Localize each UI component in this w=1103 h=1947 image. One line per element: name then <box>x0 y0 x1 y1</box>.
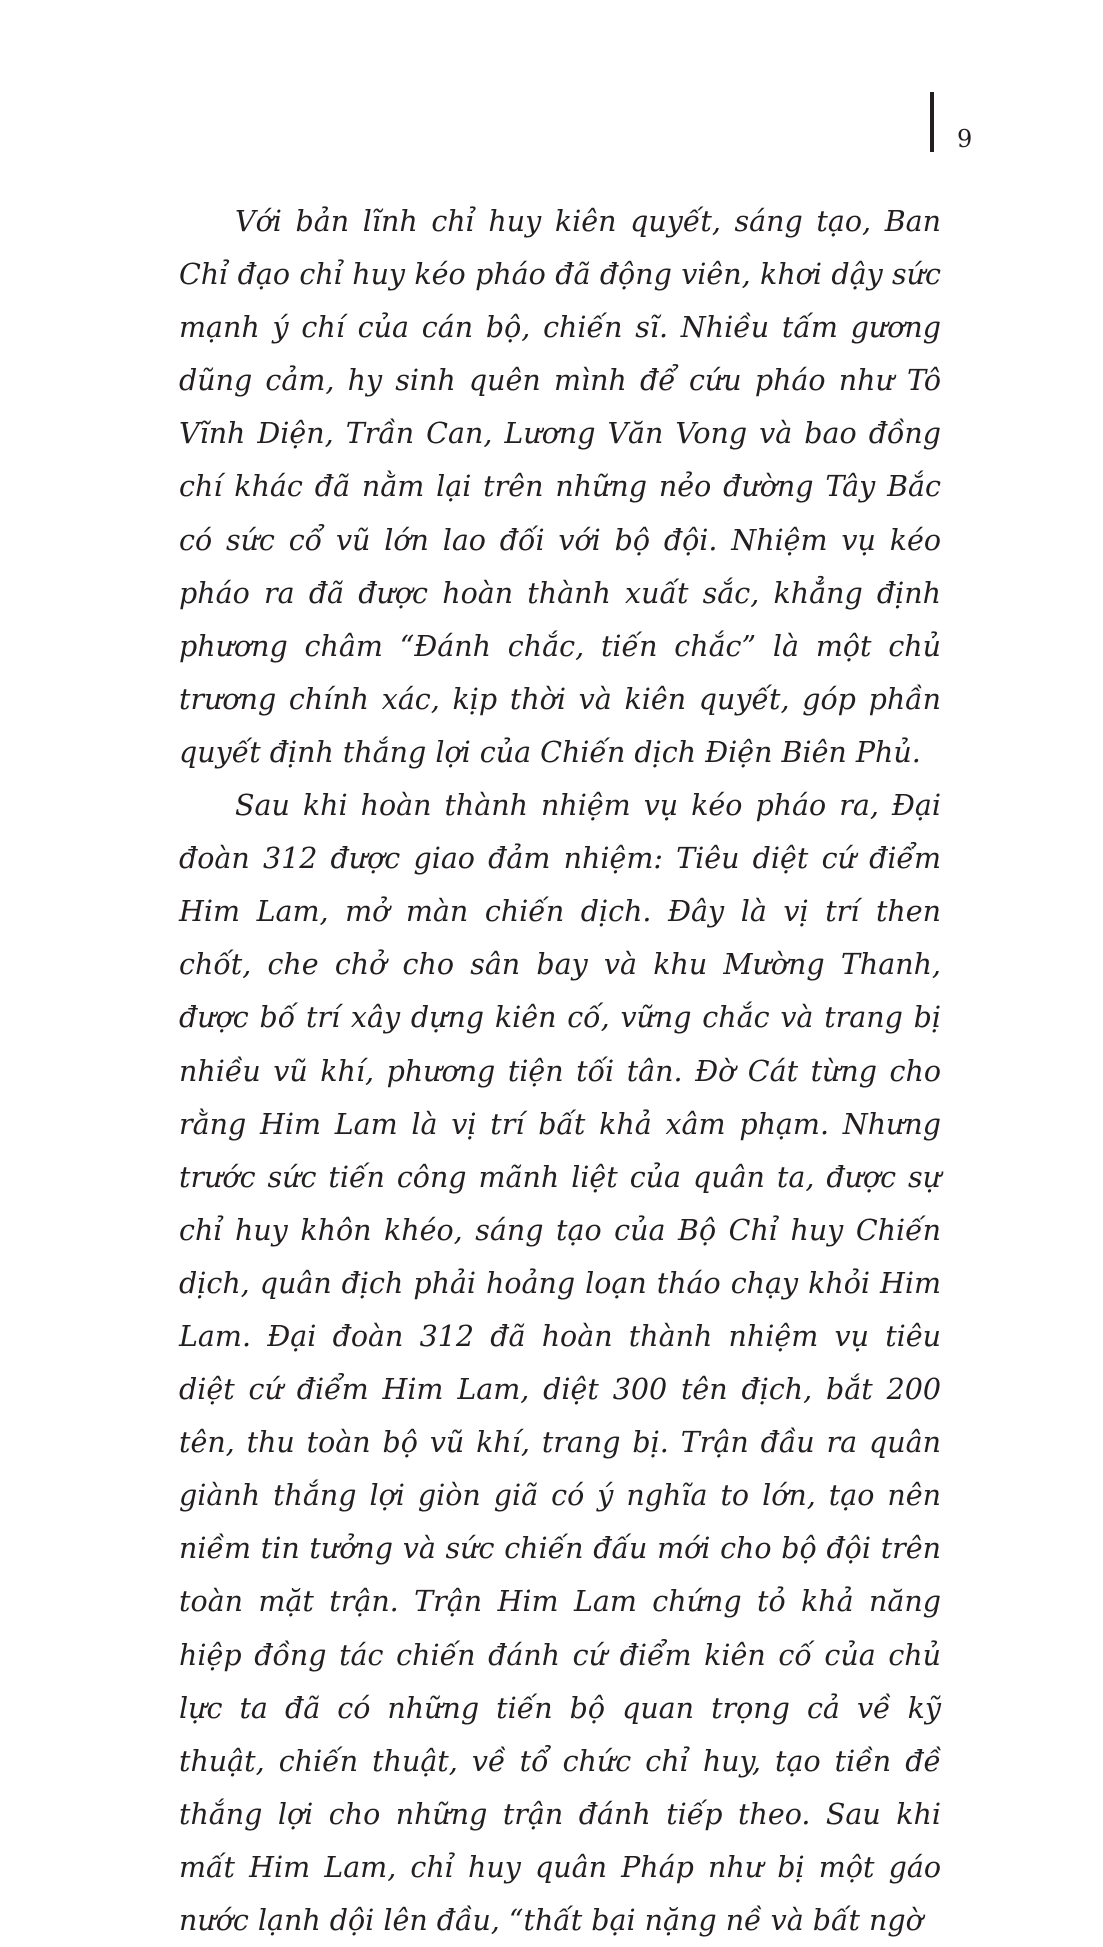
paragraph: Sau khi hoàn thành nhiệm vụ kéo pháo ra, Đại đoàn 312 được giao đảm nhiệm: Tiêu diệt cứ điểm Him Lam, mở màn chiến dịch. Đây là vị trí then chốt, che chở cho sân bay và khu Mường Thanh, được bố trí xây dựng kiên cố, vững chắc và trang bị nhiều vũ khí, phương tiện tối tân. Đờ Cát từng cho rằng Him Lam là vị trí bất khả xâm phạm. Nhưng trước sức tiến công mãnh liệt của quân ta, được sự chỉ huy khôn khéo, sáng tạo của Bộ Chỉ huy Chiến dịch, quân địch phải hoảng loạn tháo chạy khỏi Him Lam. Đại đoàn 312 đã hoàn thành nhiệm vụ tiêu diệt cứ điểm Him Lam, diệt 300 tên địch, bắt 200 tên, thu toàn bộ vũ khí, trang bị. Trận đầu ra quân giành thắng lợi giòn giã có ý nghĩa to lớn, tạo nên niềm tin tưởng và sức chiến đấu mới cho bộ đội trên toàn mặt trận. Trận Him Lam chứng tỏ khả năng hiệp đồng tác chiến đánh cứ điểm kiên cố của chủ lực ta đã có những tiến bộ quan trọng cả về kỹ thuật, chiến thuật, về tổ chức chỉ huy, tạo tiền đề thắng lợi cho những trận đánh tiếp theo. Sau khi mất Him Lam, chỉ huy quân Pháp như bị một gáo nước lạnh dội lên đầu, “thất bại nặng nề và bất ngờ <box>179 789 941 1937</box>
body-text <box>179 195 941 1947</box>
paragraph: Với bản lĩnh chỉ huy kiên quyết, sáng tạo, Ban Chỉ đạo chỉ huy kéo pháo đã động viên, khơi dậy sức mạnh ý chí của cán bộ, chiến sĩ. Nhiều tấm gương dũng cảm, hy sinh quên mình để cứu pháo như Tô Vĩnh Diện, Trần Can, Lương Văn Vong và bao đồng chí khác đã nằm lại trên những nẻo đường Tây Bắc có sức cổ vũ lớn lao đối với bộ đội. Nhiệm vụ kéo pháo ra đã được hoàn thành xuất sắc, khẳng định phương châm “Đánh chắc, tiến chắc” là một chủ trương chính xác, kịp thời và kiên quyết, góp phần quyết định thắng lợi của Chiến dịch Điện Biên Phủ. <box>179 205 941 769</box>
page-header <box>930 92 1030 152</box>
page-number: 9 <box>957 125 973 153</box>
header-rule <box>930 92 934 152</box>
